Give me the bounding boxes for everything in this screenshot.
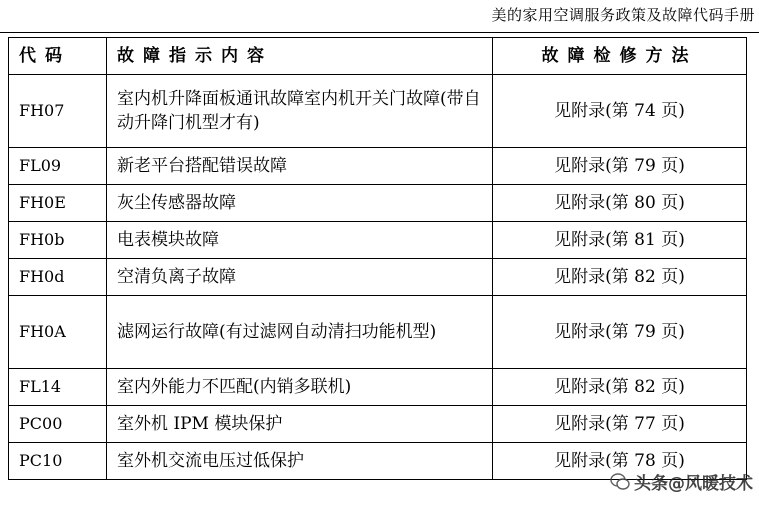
column-header-code: 代码 (9, 38, 107, 75)
fault-code-table (8, 37, 747, 480)
repair-method-cell: 见附录(第 77 页) (493, 406, 747, 443)
repair-method-cell: 见附录(第 80 页) (493, 185, 747, 222)
table-row (9, 75, 747, 148)
fault-code-cell: FL14 (9, 369, 107, 406)
table-row (9, 222, 747, 259)
fault-content-cell: 电表模块故障 (107, 222, 493, 259)
repair-method-cell: 见附录(第 79 页) (493, 296, 747, 369)
fault-code-cell: FH0b (9, 222, 107, 259)
wechat-logo-icon (610, 473, 630, 491)
fault-code-cell: PC10 (9, 443, 107, 480)
table-row (9, 296, 747, 369)
table-header-row (9, 38, 747, 75)
repair-method-cell: 见附录(第 82 页) (493, 259, 747, 296)
watermark-text: 头条@风暖技术 (634, 474, 753, 494)
fault-content-cell: 新老平台搭配错误故障 (107, 148, 493, 185)
document-header: 美的家用空调服务政策及故障代码手册 (491, 6, 755, 24)
table-row (9, 148, 747, 185)
column-header-method: 故障检修方法 (493, 38, 747, 75)
fault-code-cell: FH0A (9, 296, 107, 369)
fault-content-cell: 室内外能力不匹配(内销多联机) (107, 369, 493, 406)
fault-code-cell: FH0d (9, 259, 107, 296)
repair-method-cell: 见附录(第 79 页) (493, 148, 747, 185)
repair-method-cell: 见附录(第 81 页) (493, 222, 747, 259)
fault-code-cell: FH07 (9, 75, 107, 148)
table-row (9, 185, 747, 222)
table-row (9, 259, 747, 296)
fault-code-cell: PC00 (9, 406, 107, 443)
fault-content-cell: 空清负离子故障 (107, 259, 493, 296)
fault-content-cell: 室内机升降面板通讯故障室内机开关门故障(带自动升降门机型才有) (107, 75, 493, 148)
table-row (9, 369, 747, 406)
fault-content-cell: 室外机交流电压过低保护 (107, 443, 493, 480)
repair-method-cell: 见附录(第 74 页) (493, 75, 747, 148)
table-row (9, 406, 747, 443)
repair-method-cell: 见附录(第 82 页) (493, 369, 747, 406)
fault-content-cell: 滤网运行故障(有过滤网自动清扫功能机型) (107, 296, 493, 369)
watermark (610, 469, 753, 494)
fault-content-cell: 室外机 IPM 模块保护 (107, 406, 493, 443)
header-rule (0, 32, 759, 33)
column-header-content: 故障指示内容 (107, 38, 493, 75)
fault-code-cell: FL09 (9, 148, 107, 185)
repair-method-cell: 见附录(第 78 页) (493, 443, 747, 480)
fault-content-cell: 灰尘传感器故障 (107, 185, 493, 222)
fault-code-cell: FH0E (9, 185, 107, 222)
